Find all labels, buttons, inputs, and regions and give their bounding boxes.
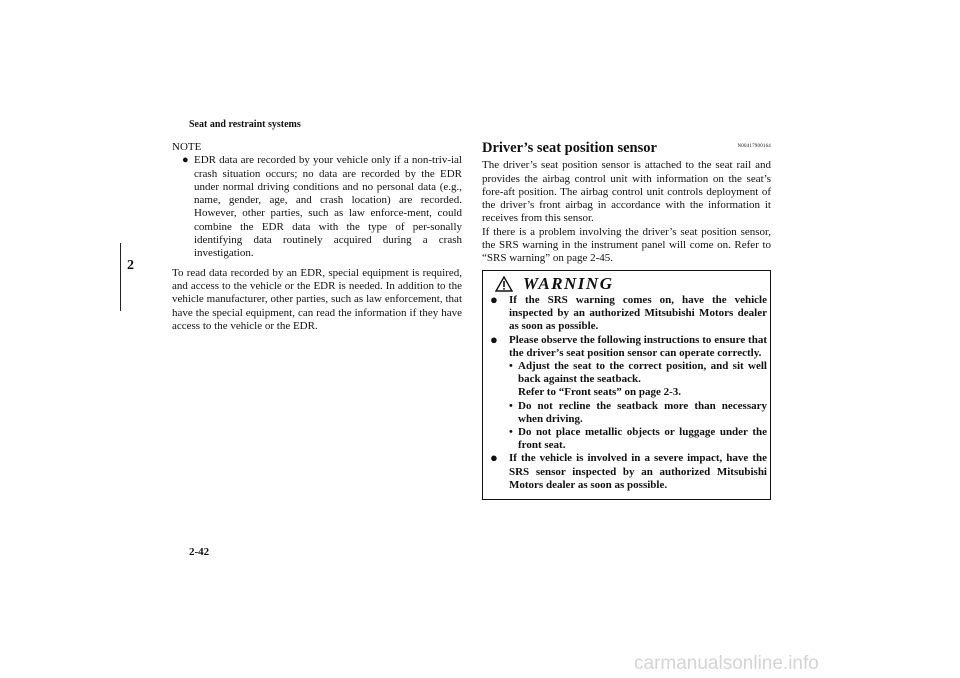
- section-code: N00417900164: [737, 144, 771, 149]
- note-bullet: [172, 154, 462, 260]
- warning-subitem-1a: Adjust the seat to the correct position, and sit well back against the seatback.: [518, 360, 767, 386]
- watermark-site: carmanualsonline.info: [634, 653, 819, 674]
- sub-bullet-icon: •: [509, 360, 513, 373]
- warning-subitem: [509, 400, 767, 426]
- warning-subitem-1b: Refer to “Front seats” on page 2-3.: [518, 386, 682, 399]
- warning-header: [495, 274, 613, 294]
- warning-title: WARNING: [523, 274, 614, 293]
- section-heading-row: [482, 140, 771, 155]
- note-title: NOTE: [172, 141, 202, 153]
- warning-item: [489, 331, 767, 453]
- warning-subitem-2: Do not recline the seatback more than necessary when driving.: [518, 399, 767, 425]
- bullet-icon: ●: [490, 331, 498, 347]
- warning-box: [482, 270, 771, 500]
- edr-paragraph: To read data recorded by an EDR, special equipment is required, and access to the vehicle or the EDR is needed. In addition to the vehicle manufacturer, other parties, such as law enforcement, that have the special equipment, can read the information if they have access to the vehicle or the EDR.: [172, 266, 462, 332]
- note-bullet-text: EDR data are recorded by your vehicle only if a non-triv-ial crash situation occurs; no data are recorded by the EDR under normal driving conditions and no personal data (e.g., name, gender, age, and crash location) are recorded. However, other parties, such as law enforce-ment, could combine the EDR data with the type of per-sonally identifying data routinely acquired during a crash investigation.: [194, 154, 462, 260]
- sub-bullet-icon: •: [509, 426, 513, 439]
- page-number: 2-42: [189, 546, 210, 558]
- warning-subitem: [509, 426, 767, 452]
- section-heading: Driver’s seat position sensor: [482, 140, 657, 156]
- header-title: Seat and restraint systems: [189, 119, 301, 130]
- warning-subitem: [509, 360, 767, 400]
- sub-bullet-icon: •: [509, 399, 513, 412]
- warning-subitem-3: Do not place metallic objects or luggage under the front seat.: [518, 426, 767, 452]
- bullet-icon: ●: [182, 154, 189, 167]
- warning-body: [489, 294, 767, 492]
- sensor-paragraph-2: If there is a problem involving the driver’s seat position sensor, the SRS warning in the instrument panel will come on. Refer to “SRS warning” on page 2-45.: [482, 225, 771, 265]
- section-tab: [120, 243, 163, 311]
- sensor-description: [482, 159, 771, 265]
- left-column: [172, 141, 462, 333]
- warning-item-2: Please observe the following instructions to ensure that the driver’s seat position sensor can operate correctly.: [509, 333, 767, 359]
- section-number: 2: [127, 258, 134, 273]
- warning-item-1: If the SRS warning comes on, have the vehicle inspected by an authorized Mitsubishi Motors dealer as soon as possible.: [509, 294, 767, 333]
- sensor-paragraph-1: The driver’s seat position sensor is attached to the seat rail and provides the airbag control unit with information on the seat’s fore-aft position. The airbag control unit controls deployment of the driver’s front airbag in accordance with the information it receives from this sensor.: [482, 159, 771, 225]
- warning-triangle-icon: [495, 276, 513, 292]
- warning-item: [489, 294, 767, 334]
- warning-item: [489, 452, 767, 492]
- right-column: [482, 140, 771, 266]
- warning-item-3: If the vehicle is involved in a severe impact, have the SRS sensor inspected by an authorized Mitsubishi Motors dealer as soon as possible.: [509, 452, 767, 491]
- bullet-icon: ●: [490, 450, 498, 466]
- bullet-icon: ●: [490, 292, 498, 307]
